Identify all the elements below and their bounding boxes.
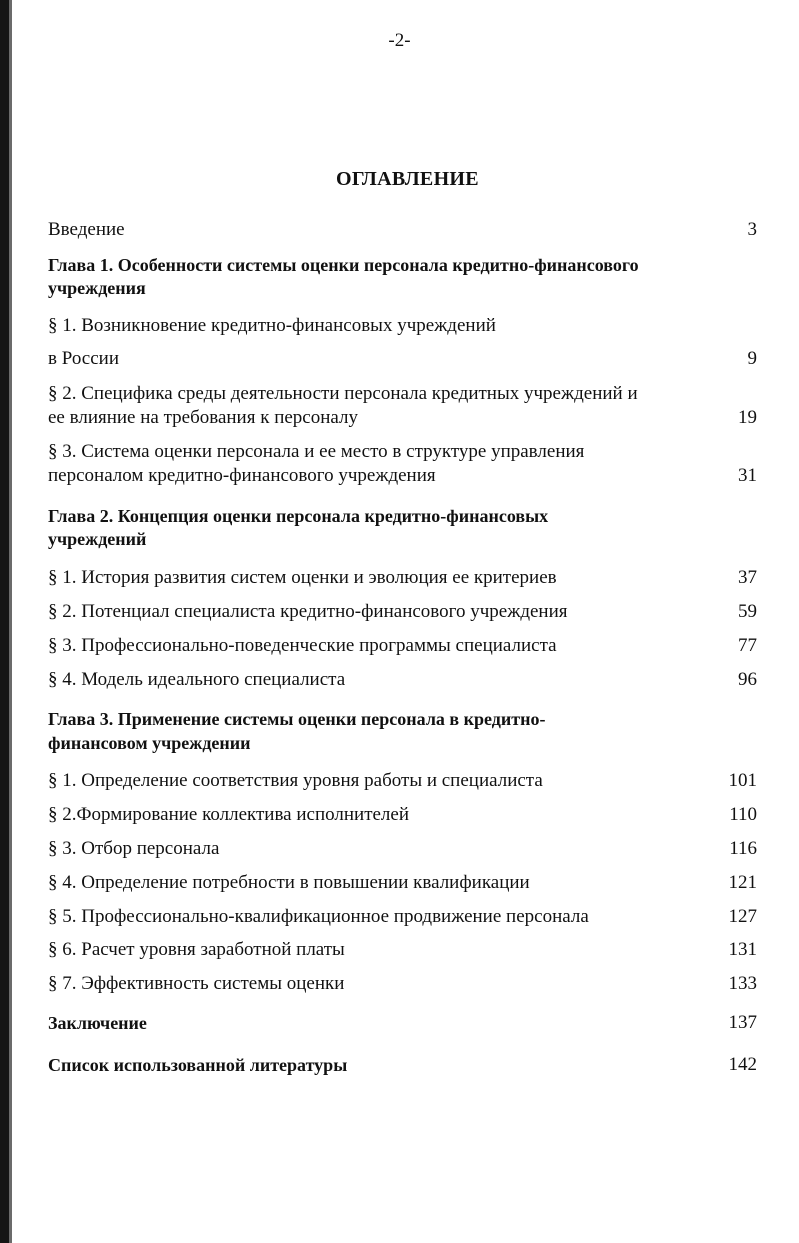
- toc-entry-c3s5: § 5. Профессионально-квалификационное продвижение персонала: [48, 906, 589, 927]
- toc-entry-intro: Введение: [48, 219, 125, 240]
- toc-page-c1s2: 19: [738, 407, 757, 428]
- toc-entry-c3s2: § 2.Формирование коллектива исполнителей: [48, 804, 410, 825]
- toc-page-c3s5: 127: [728, 906, 757, 927]
- toc-page-c1s3: 31: [738, 465, 757, 486]
- toc-entry-c2s2: § 2. Потенциал специалиста кредитно-финансового учреждения: [48, 601, 568, 622]
- toc-page-c3s2: 110: [729, 804, 757, 825]
- toc-entry-c1s1-line2: в России: [48, 348, 119, 369]
- toc-entry-conclusion: Заключение: [48, 1013, 147, 1033]
- toc-page-c3s6: 131: [728, 939, 757, 960]
- toc-entry-c2s1: § 1. История развития систем оценки и эволюция ее критериев: [48, 567, 557, 588]
- toc-entry-c3s1: § 1. Определение соответствия уровня работы и специалиста: [48, 770, 543, 791]
- chapter3-heading-line2: финансовом учреждении: [48, 733, 251, 753]
- toc-page-conclusion: 137: [728, 1012, 757, 1033]
- toc-entry-c3s6: § 6. Расчет уровня заработной платы: [48, 939, 345, 960]
- toc-entry-c3s4: § 4. Определение потребности в повышении квалификации: [48, 872, 530, 893]
- chapter2-heading-line2: учреждений: [48, 529, 147, 549]
- toc-entry-c1s3-line2: персоналом кредитно-финансового учреждения: [48, 465, 436, 486]
- toc-entry-c1s1-line1: § 1. Возникновение кредитно-финансовых учреждений: [48, 315, 496, 336]
- toc-entry-c2s3: § 3. Профессионально-поведенческие программы специалиста: [48, 635, 557, 656]
- chapter1-heading-line2: учреждения: [48, 278, 146, 298]
- chapter3-heading-line1: Глава 3. Применение системы оценки персонала в кредитно-: [48, 709, 546, 729]
- toc-page-c3s1: 101: [728, 770, 757, 791]
- toc-page-c2s3: 77: [738, 635, 757, 656]
- toc-page-c3s4: 121: [728, 872, 757, 893]
- toc-page-c3s7: 133: [728, 973, 757, 994]
- toc-entry-c2s4: § 4. Модель идеального специалиста: [48, 669, 346, 690]
- toc-entry-bibliography: Список использованной литературы: [48, 1055, 348, 1075]
- toc-page-c1s1: 9: [747, 348, 757, 369]
- toc-entry-c3s7: § 7. Эффективность системы оценки: [48, 973, 345, 994]
- toc-entry-c1s2-line2: ее влияние на требования к персоналу: [48, 407, 358, 428]
- toc-page-c2s2: 59: [738, 601, 757, 622]
- chapter1-heading-line1: Глава 1. Особенности системы оценки персонала кредитно-финансового: [48, 255, 639, 275]
- toc-page-c2s1: 37: [738, 567, 757, 588]
- toc-entry-c3s3: § 3. Отбор персонала: [48, 838, 220, 859]
- page-number: -2-: [388, 30, 411, 51]
- toc-entry-c1s3-line1: § 3. Система оценки персонала и ее место в структуре управления: [48, 441, 585, 462]
- toc-page-c2s4: 96: [738, 669, 757, 690]
- toc-entry-c1s2-line1: § 2. Специфика среды деятельности персонала кредитных учреждений и: [48, 383, 638, 404]
- toc-page-intro: 3: [747, 219, 757, 240]
- toc-page-bibliography: 142: [728, 1054, 757, 1075]
- chapter2-heading-line1: Глава 2. Концепция оценки персонала кредитно-финансовых: [48, 506, 549, 526]
- page-title: ОГЛАВЛЕНИЕ: [336, 168, 479, 190]
- toc-page-c3s3: 116: [729, 838, 757, 859]
